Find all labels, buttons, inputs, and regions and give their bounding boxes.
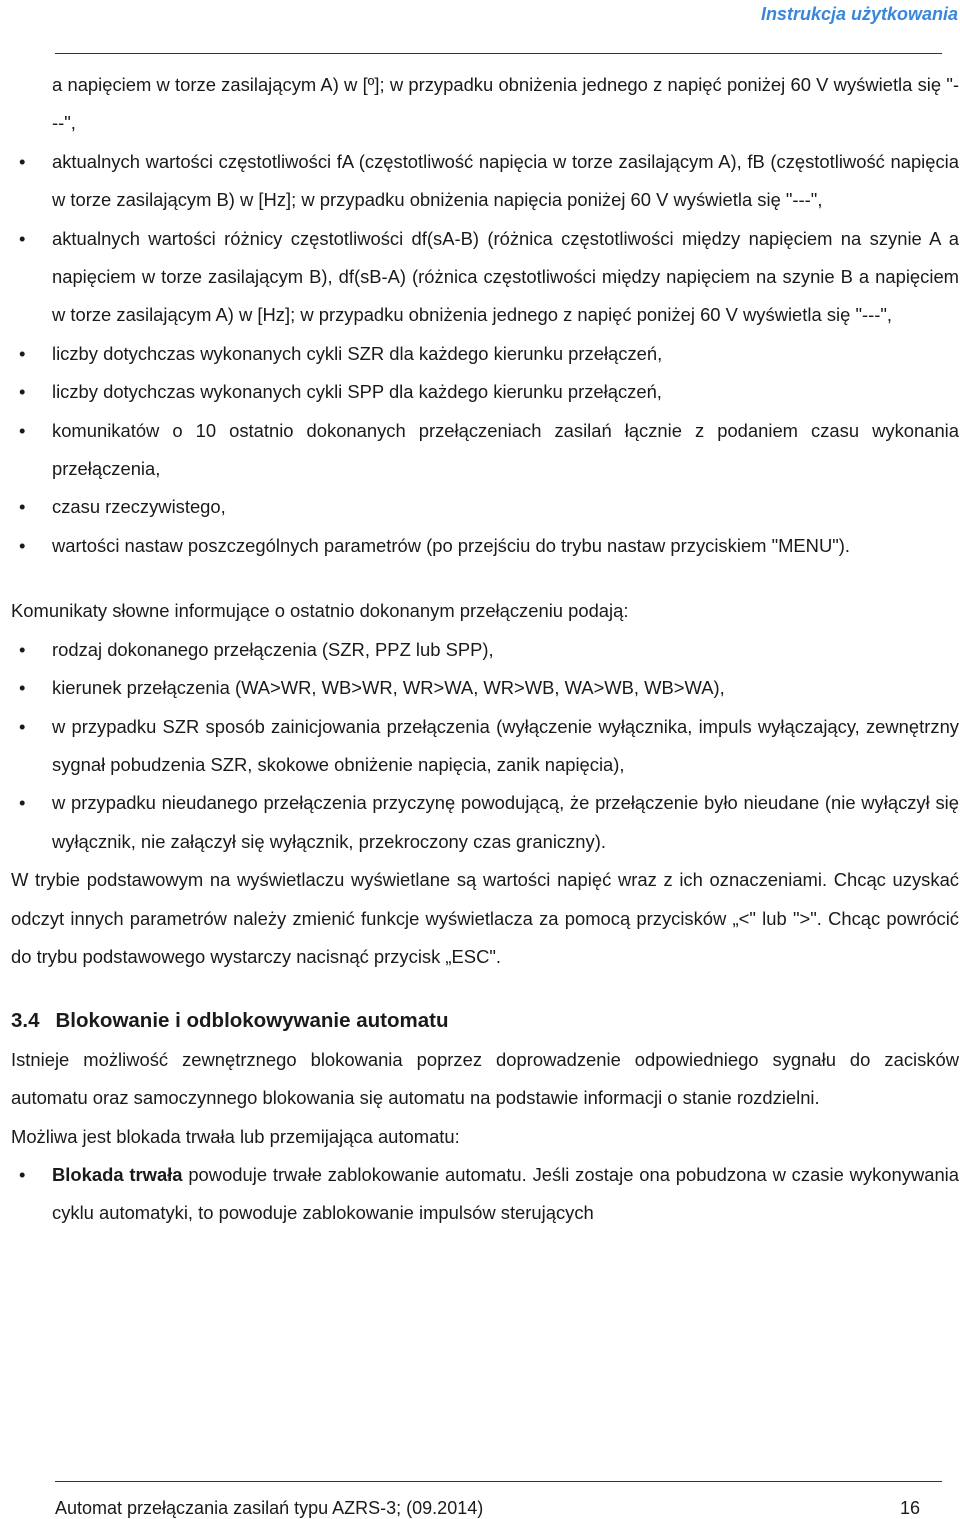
page-number: 16	[899, 1498, 920, 1518]
messages-intro-paragraph: Komunikaty słowne informujące o ostatnio dokonanym przełączeniu podają:	[11, 600, 629, 622]
list-item	[11, 220, 959, 335]
blocking-list	[11, 1156, 959, 1233]
list-item-text: kierunek przełączenia (WA>WR, WB>WR, WR>WA, WR>WB, WA>WB, WB>WA),	[52, 677, 725, 699]
spacer	[11, 565, 959, 592]
list-item	[11, 784, 959, 861]
header-rule	[55, 53, 942, 54]
bullet-icon: •	[19, 381, 26, 403]
bullet-icon: •	[19, 534, 26, 556]
display-values-list	[11, 143, 959, 565]
page-content	[11, 66, 959, 1233]
blocking-types-paragraph: Możliwa jest blokada trwała lub przemijająca automatu:	[11, 1125, 460, 1147]
bullet-icon: •	[19, 419, 26, 441]
section-number: 3.4	[11, 1009, 40, 1033]
list-item-text: powoduje trwałe zablokowanie automatu. Jeśli zostaje ona pobudzona w czasie wykonywania cyklu automatyki, to powoduje zablokowanie impulsów sterujących	[52, 1163, 959, 1224]
display-mode-paragraph: W trybie podstawowym na wyświetlaczu wyświetlane są wartości napięć wraz z ich oznaczeniami. Chcąc uzyskać odczyt innych parametrów należy zmienić funkcje wyświetlacza za pomocą przycisków „<" lub ">". Chcąc powrócić do trybu podstawowego wystarczy nacisnąć przycisk „ESC".	[11, 869, 959, 967]
bullet-icon: •	[19, 638, 26, 660]
list-item-text: wartości nastaw poszczególnych parametrów (po przejściu do trybu nastaw przyciskiem "MENU").	[52, 534, 851, 556]
list-item-bold-term: Blokada trwała	[52, 1163, 183, 1185]
list-item	[11, 631, 959, 669]
bullet-icon: •	[19, 227, 26, 249]
bullet-icon: •	[19, 150, 26, 172]
list-item	[11, 373, 959, 411]
footer-document-title: Automat przełączania zasilań typu AZRS-3; (09.2014)	[55, 1498, 484, 1518]
continuation-paragraph: a napięciem w torze zasilającym A) w [º]; w przypadku obniżenia jednego z napięć poniżej 60 V wyświetla się "---",	[52, 74, 959, 134]
list-item-text: w przypadku nieudanego przełączenia przyczynę powodującą, że przełączenie było nieudane (nie wyłączył się wyłącznik, nie załączył się wyłącznik, przekroczony czas graniczny).	[52, 792, 959, 852]
list-item	[11, 412, 959, 489]
list-item-text: liczby dotychczas wykonanych cykli SPP dla każdego kierunku przełączeń,	[52, 381, 662, 403]
list-item-text: liczby dotychczas wykonanych cykli SZR dla każdego kierunku przełączeń,	[52, 342, 663, 364]
list-item	[11, 708, 959, 785]
bullet-icon: •	[19, 792, 26, 814]
list-item	[11, 488, 959, 526]
list-item	[11, 335, 959, 373]
spacer	[11, 976, 959, 1002]
list-item-text: w przypadku SZR sposób zainicjowania przełączenia (wyłączenie wyłącznika, impuls wyłączający, zewnętrzny sygnał pobudzenia SZR, skokowe obniżenie napięcia, zanik napięcia),	[52, 715, 959, 775]
bullet-icon: •	[19, 1163, 26, 1185]
list-item-text: aktualnych wartości różnicy częstotliwości df(sA-B) (różnica częstotliwości między napięciem na szynie A a napięciem w torze zasilającym B), df(sB-A) (różnica częstotliwości między napięciem na szynie B a napięciem w torze zasilającym A) w [Hz]; w przypadku obniżenia jednego z napięć poniżej 60 V wyświetla się "---",	[52, 227, 959, 326]
bullet-icon: •	[19, 715, 26, 737]
messages-list	[11, 631, 959, 861]
list-item	[11, 669, 959, 707]
bullet-icon: •	[19, 342, 26, 364]
bullet-icon: •	[19, 496, 26, 518]
section-title: Blokowanie i odblokowywanie automatu	[55, 1009, 449, 1033]
footer-rule	[55, 1481, 942, 1482]
blocking-intro-paragraph: Istnieje możliwość zewnętrznego blokowania poprzez doprowadzenie odpowiedniego sygnału do zacisków automatu oraz samoczynnego blokowania się automatu na podstawie informacji o stanie rozdzielni.	[11, 1048, 959, 1109]
list-item	[11, 143, 959, 220]
list-item-text: rodzaj dokonanego przełączenia (SZR, PPZ lub SPP),	[52, 638, 494, 660]
list-item	[11, 1156, 959, 1233]
list-item-text: komunikatów o 10 ostatnio dokonanych przełączeniach zasilań łącznie z podaniem czasu wykonania przełączenia,	[52, 419, 959, 480]
list-item-text: czasu rzeczywistego,	[52, 496, 226, 518]
list-item	[11, 527, 959, 565]
list-item-text: aktualnych wartości częstotliwości fA (częstotliwość napięcia w torze zasilającym A), fB (częstotliwość napięcia w torze zasilającym B) w [Hz]; w przypadku obniżenia napięcia poniżej 60 V wyświetla się "---",	[52, 150, 959, 211]
document-header-title: Instrukcja użytkowania	[760, 4, 958, 24]
section-heading	[11, 1002, 959, 1040]
bullet-icon: •	[19, 677, 26, 699]
